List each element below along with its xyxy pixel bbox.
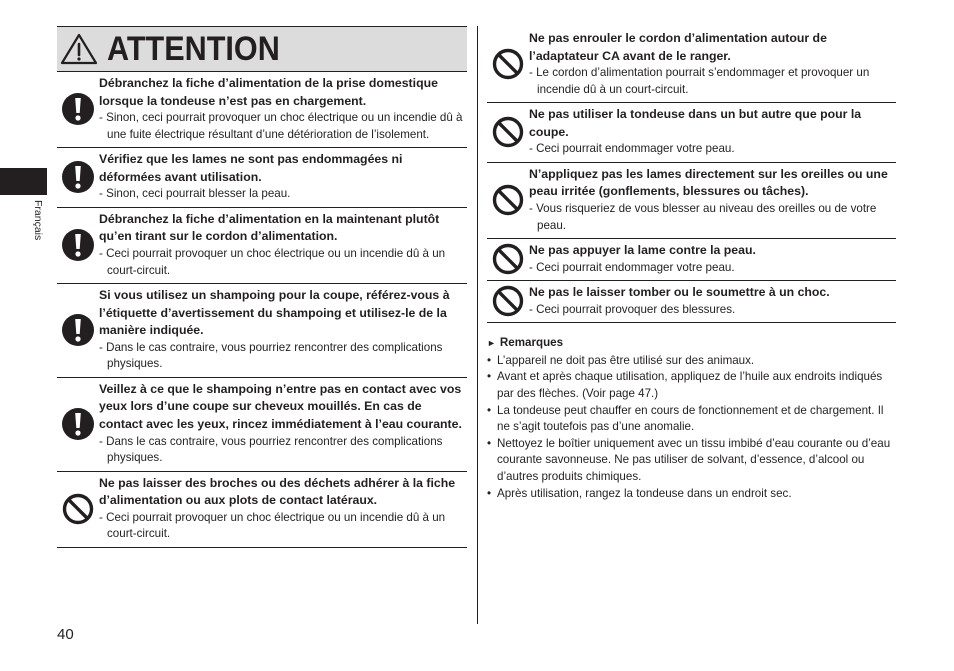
warning-item-title: Ne pas utiliser la tondeuse dans un but autre que pour la coupe.: [529, 107, 862, 139]
remarks-list-item: [487, 353, 896, 370]
warning-item-icon-cell: [487, 242, 529, 276]
warning-item-note: - Ceci pourrait provoquer des blessures.: [529, 302, 736, 316]
remarks-item-text: La tondeuse peut chauffer en cours de fonctionnement et de chargement. Il ne s’agit toutefois pas d’une anomalie.: [497, 403, 884, 434]
warning-item-note: - Vous risqueriez de vous blesser au niveau des oreilles ou de votre peau.: [529, 202, 877, 232]
warning-item-icon-cell: [487, 115, 529, 149]
exclamation-icon: [61, 92, 95, 126]
remarks-item-text: L’appareil ne doit pas être utilisé sur des animaux.: [497, 353, 755, 367]
warning-item-title: N’appliquez pas les lames directement sur les oreilles ou une peau irritée (gonflements, blessures ou tâches).: [529, 166, 888, 199]
remarks-heading-text: Remarques: [499, 336, 564, 350]
warning-item: [487, 103, 896, 163]
right-warning-list: [487, 27, 896, 323]
column-divider: [477, 26, 478, 624]
warning-item-note: - Sinon, ceci pourrait blesser la peau.: [99, 187, 291, 201]
warning-item-icon-cell: [57, 407, 99, 441]
warning-item: [57, 378, 467, 472]
left-warning-list: [57, 72, 467, 548]
warning-item: [487, 27, 896, 103]
remarks-list-item: [487, 403, 896, 436]
warning-item-text: [99, 75, 467, 143]
exclamation-icon: [61, 407, 95, 441]
remarks-section: [487, 335, 896, 502]
remarks-list-item: [487, 486, 896, 503]
attention-header: [57, 26, 467, 72]
warning-item-text: [529, 284, 896, 318]
page-number: 40: [57, 626, 74, 643]
warning-item-text: [99, 381, 467, 467]
prohibition-icon: [491, 284, 525, 318]
bullet-icon: •: [487, 436, 492, 450]
remarks-list: [487, 353, 896, 502]
warning-item-title: Vérifiez que les lames ne sont pas endommagées ni déformées avant utilisation.: [99, 152, 403, 184]
prohibition-icon: [491, 115, 525, 149]
warning-item-note: - Dans le cas contraire, vous pourriez rencontrer des complications physiques.: [99, 340, 443, 371]
warning-item-icon-cell: [57, 313, 99, 347]
prohibition-icon: [491, 242, 525, 276]
warning-item-title: Débranchez la fiche d’alimentation de la prise domestique lorsque la tondeuse n’est pas en chargement.: [99, 76, 438, 108]
warning-item-text: [529, 242, 896, 276]
bullet-icon: •: [487, 403, 492, 417]
remarks-marker-icon: ►: [487, 338, 496, 349]
warning-item: [487, 163, 896, 239]
warning-item-text: [529, 106, 896, 158]
exclamation-icon: [61, 313, 95, 347]
warning-item-text: [99, 475, 467, 543]
warning-item: [57, 472, 467, 548]
remarks-list-item: [487, 436, 896, 486]
warning-item-title: Ne pas laisser des broches ou des déchets adhérer à la fiche d’alimentation ou aux plots de contact latéraux.: [99, 475, 456, 508]
warning-item-text: [529, 166, 896, 234]
exclamation-icon: [61, 228, 95, 262]
warning-item-title: Débranchez la fiche d’alimentation en la maintenant plutôt qu’en tirant sur le cordon d’alimentation.: [99, 211, 440, 244]
warning-item-text: [99, 211, 467, 279]
warning-item: [57, 208, 467, 284]
warning-item-title: Ne pas le laisser tomber ou le soumettre à un choc.: [529, 285, 830, 300]
warning-item-note: - Sinon, ceci pourrait provoquer un choc électrique ou un incendie dû à une fuite électrique résultant d’une détérioration de l’isolement.: [99, 111, 463, 141]
warning-item-note: - Ceci pourrait provoquer un choc électrique ou un incendie dû à un court-circuit.: [99, 247, 446, 277]
warning-item-title: Ne pas enrouler le cordon d’alimentation autour de l’adaptateur CA avant de le ranger.: [529, 31, 827, 63]
warning-item-icon-cell: [487, 47, 529, 81]
remarks-heading: [487, 335, 896, 352]
exclamation-icon: [61, 160, 95, 194]
warning-item-text: [99, 151, 467, 203]
warning-item-icon-cell: [57, 160, 99, 194]
remarks-list-item: [487, 369, 896, 402]
warning-item-icon-cell: [487, 183, 529, 217]
warning-item-text: [529, 30, 896, 98]
prohibition-icon: [491, 183, 525, 217]
warning-item-note: - Ceci pourrait provoquer un choc électrique ou un incendie dû à un court-circuit.: [99, 510, 446, 541]
bullet-icon: •: [487, 370, 492, 384]
warning-item: [57, 148, 467, 208]
warning-item: [487, 281, 896, 323]
warning-item: [57, 284, 467, 378]
warning-item-icon-cell: [487, 284, 529, 318]
remarks-item-text: Après utilisation, rangez la tondeuse dans un endroit sec.: [497, 486, 792, 500]
warning-item: [487, 239, 896, 281]
bullet-icon: •: [487, 353, 492, 367]
bullet-icon: •: [487, 486, 492, 500]
warning-item-icon-cell: [57, 492, 99, 526]
language-tab-marker: [0, 168, 47, 195]
remarks-item-text: Nettoyez le boîtier uniquement avec un tissu imbibé d’eau courante ou d’eau courante savonneuse. Ne pas utiliser de solvant, d’essence, d’alcool ou d’autres produits chimiques.: [497, 436, 891, 483]
remarks-item-text: Avant et après chaque utilisation, appliquez de l’huile aux endroits indiqués par des flèches. (Voir page 47.): [497, 370, 883, 401]
warning-item-title: Ne pas appuyer la lame contre la peau.: [529, 243, 756, 258]
warning-item-title: Veillez à ce que le shampoing n’entre pas en contact avec vos yeux lors d’une coupe sur cheveux mouillés. En cas de contact avec les yeux, rincez immédiatement à l’eau courante.: [99, 381, 462, 432]
prohibition-icon: [61, 492, 95, 526]
warning-item-title: Si vous utilisez un shampoing pour la coupe, référez-vous à l’étiquette d’avertissement du shampoing et utilisez-le de la manière indiquée.: [99, 288, 450, 338]
language-label: Français: [32, 200, 44, 241]
page-title: ATTENTION: [107, 29, 280, 68]
warning-triangle-icon: [59, 32, 99, 66]
warning-item-text: [99, 287, 467, 373]
warning-item: [57, 72, 467, 148]
warning-item-icon-cell: [57, 228, 99, 262]
warning-item-note: - Ceci pourrait endommager votre peau.: [529, 142, 735, 156]
warning-item-note: - Le cordon d’alimentation pourrait s’endommager et provoquer un incendie dû à un court-circuit.: [529, 66, 870, 96]
warning-item-note: - Dans le cas contraire, vous pourriez rencontrer des complications physiques.: [99, 434, 443, 465]
right-column: [487, 27, 896, 502]
prohibition-icon: [491, 47, 525, 81]
warning-item-icon-cell: [57, 92, 99, 126]
warning-item-note: - Ceci pourrait endommager votre peau.: [529, 260, 735, 274]
